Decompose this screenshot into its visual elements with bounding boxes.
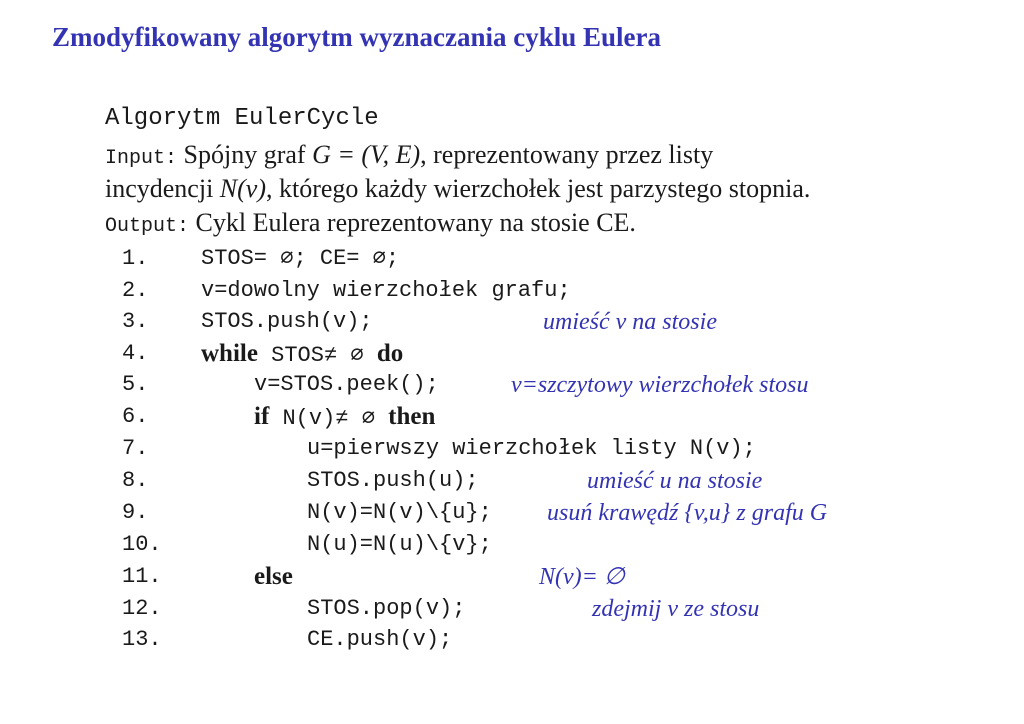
incidence-formula: N(v) [219, 174, 266, 203]
code-comment: umieść u na stosie [587, 468, 763, 494]
code-text: STOS= ∅; CE= ∅; [201, 246, 400, 271]
line-number: 6. [122, 404, 149, 429]
code-text: CE.push(v); [307, 627, 453, 652]
code-text: N(u)=N(u)\{v}; [307, 532, 492, 557]
line-number: 11. [122, 564, 162, 589]
code-text [254, 561, 293, 595]
code-text [201, 338, 403, 372]
page-title: Zmodyfikowany algorytm wyznaczania cyklu Eulera [52, 22, 662, 52]
line-number: 9. [122, 500, 149, 525]
code-comment: zdejmij v ze stosu [592, 596, 760, 622]
output-text: Cykl Eulera reprezentowany na stosie CE. [189, 208, 636, 237]
code-text: v=STOS.peek(); [254, 372, 439, 397]
keyword-if: if [254, 403, 270, 430]
line-number: 8. [122, 468, 149, 493]
condition: N(v)≠ ∅ [269, 406, 389, 431]
line-number: 3. [122, 309, 149, 334]
keyword-else: else [254, 563, 293, 590]
keyword-while: while [201, 340, 258, 367]
output-label: Output: [105, 215, 190, 238]
algorithm-name: Algorytm EulerCycle [105, 105, 379, 132]
condition: STOS≠ ∅ [257, 343, 377, 368]
output-line [105, 206, 636, 244]
input-label: Input: [105, 147, 178, 170]
input-line [105, 138, 713, 176]
keyword-do: do [376, 340, 404, 367]
code-text: STOS.push(u); [307, 468, 479, 493]
input-text-cont: , reprezentowany przez listy [420, 140, 714, 169]
line-number: 10. [122, 532, 162, 557]
code-text: v=dowolny wierzchołek grafu; [201, 278, 571, 303]
input-text: Spójny graf [177, 140, 313, 169]
line-number: 2. [122, 278, 149, 303]
line-number: 7. [122, 436, 149, 461]
graph-formula: G = (V, E) [312, 140, 421, 169]
code-text: STOS.pop(v); [307, 596, 466, 621]
line-number: 12. [122, 596, 162, 621]
input-text-3: incydencji [105, 174, 220, 203]
code-text [254, 401, 435, 435]
line-number: 4. [122, 341, 149, 366]
code-comment: N(v)= ∅ [539, 564, 625, 590]
code-comment: v=szczytowy wierzchołek stosu [511, 372, 809, 398]
line-number: 5. [122, 372, 149, 397]
code-text: STOS.push(v); [201, 309, 373, 334]
code-text: u=pierwszy wierzchołek listy N(v); [307, 436, 756, 461]
line-number: 13. [122, 627, 162, 652]
code-text: N(v)=N(v)\{u}; [307, 500, 492, 525]
input-text-4: , którego każdy wierzchołek jest parzystego stopnia. [266, 174, 811, 203]
line-number: 1. [122, 246, 149, 271]
code-comment: umieść v na stosie [543, 309, 717, 335]
input-line-2 [105, 172, 810, 206]
keyword-then: then [388, 403, 436, 430]
code-comment: usuń krawędź {v,u} z grafu G [547, 500, 828, 526]
